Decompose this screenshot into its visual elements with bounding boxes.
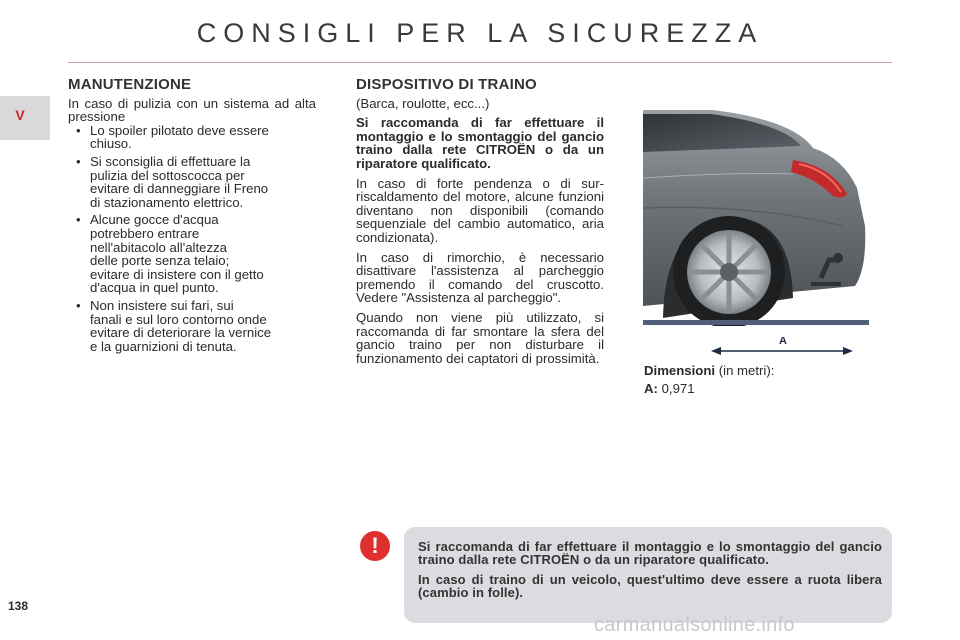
list-item: • Alcune gocce d'acqua potrebbero entrare nell'abitacolo all'altezza delle porte senza telaio; evitare di insistere con il getto d'acqua in quel punto. (76, 212, 264, 296)
manutenzione-list (68, 124, 316, 354)
car-towbar-illustration (643, 108, 869, 326)
dimensions-block (644, 362, 774, 398)
traino-paragraph-2: In caso di rimorchio, è necessario disattivare l'assistenza al parcheggio premendo il comando del cruscotto. Vedere "Assistenza al parcheggio". (356, 249, 604, 306)
list-item: • Lo spoiler pilotato deve essere chiuso. (76, 122, 269, 152)
page-number: 138 (8, 599, 29, 613)
bullet-glyph: • (76, 212, 81, 228)
list-item: • Non insistere sui fari, sui fanali e sul loro contorno onde evitare di deteriorare la vernice e la guarnizioni di tenuta. (76, 297, 272, 354)
warning-line-1: Si raccomanda di far effettuare il montaggio e lo smontaggio del gancio traino dalla rete CITROËN o da un riparatore qualificato. (418, 539, 882, 567)
traino-paragraph-3: Quando non viene più utilizzato, si raccomanda di far smontare la sfera del gancio traino per non disturbare il funzionamento dei captatori di prossimità. (356, 309, 604, 366)
manutenzione-intro: In caso di pulizia con un sistema ad alta pressione (68, 95, 316, 125)
exclamation-icon: ! (360, 531, 390, 561)
manutenzione-heading: MANUTENZIONE (68, 76, 192, 93)
traino-paragraph-1: In caso di forte pendenza o di sur-riscaldamento del motore, alcune funzioni diventano non disponibili (comando sequenziale del cambio automatico, aria condizionata). (356, 175, 604, 245)
dimensions-label: Dimensioni (644, 363, 716, 378)
manutenzione-section (68, 78, 316, 357)
list-item: • Si sconsiglia di effettuare la pulizia del sottoscocca per evitare di danneggiare il Freno di stazionamento elettrico. (76, 153, 269, 210)
watermark: carmanualsonline.info (594, 614, 795, 636)
dimension-label: A (779, 337, 787, 347)
warning-text (418, 540, 882, 606)
chapter-letter: V (15, 107, 25, 123)
traino-subtitle: (Barca, roulotte, ecc...) (356, 95, 490, 111)
bullet-glyph: • (76, 122, 81, 138)
dimension-arrow (711, 337, 853, 359)
page-title: CONSIGLI PER LA SICUREZZA (196, 18, 764, 48)
title-divider (68, 62, 892, 63)
dimension-a-label: A: (644, 381, 658, 396)
bullet-glyph: • (76, 153, 81, 169)
dimension-a-value: 0,971 (657, 381, 695, 396)
traino-bold-note: Si raccomanda di far effettuare il montaggio e lo smontaggio del gancio traino dalla rete CITROËN o da un riparatore qualificato. (356, 115, 604, 171)
dimensions-unit: (in metri): (715, 363, 775, 378)
warning-line-2: In caso di traino di un veicolo, quest'ultimo deve essere a ruota libera (cambio in folle). (418, 572, 882, 600)
traino-heading: DISPOSITIVO DI TRAINO (356, 76, 537, 93)
bullet-glyph: • (76, 297, 81, 313)
traino-section (356, 78, 604, 371)
